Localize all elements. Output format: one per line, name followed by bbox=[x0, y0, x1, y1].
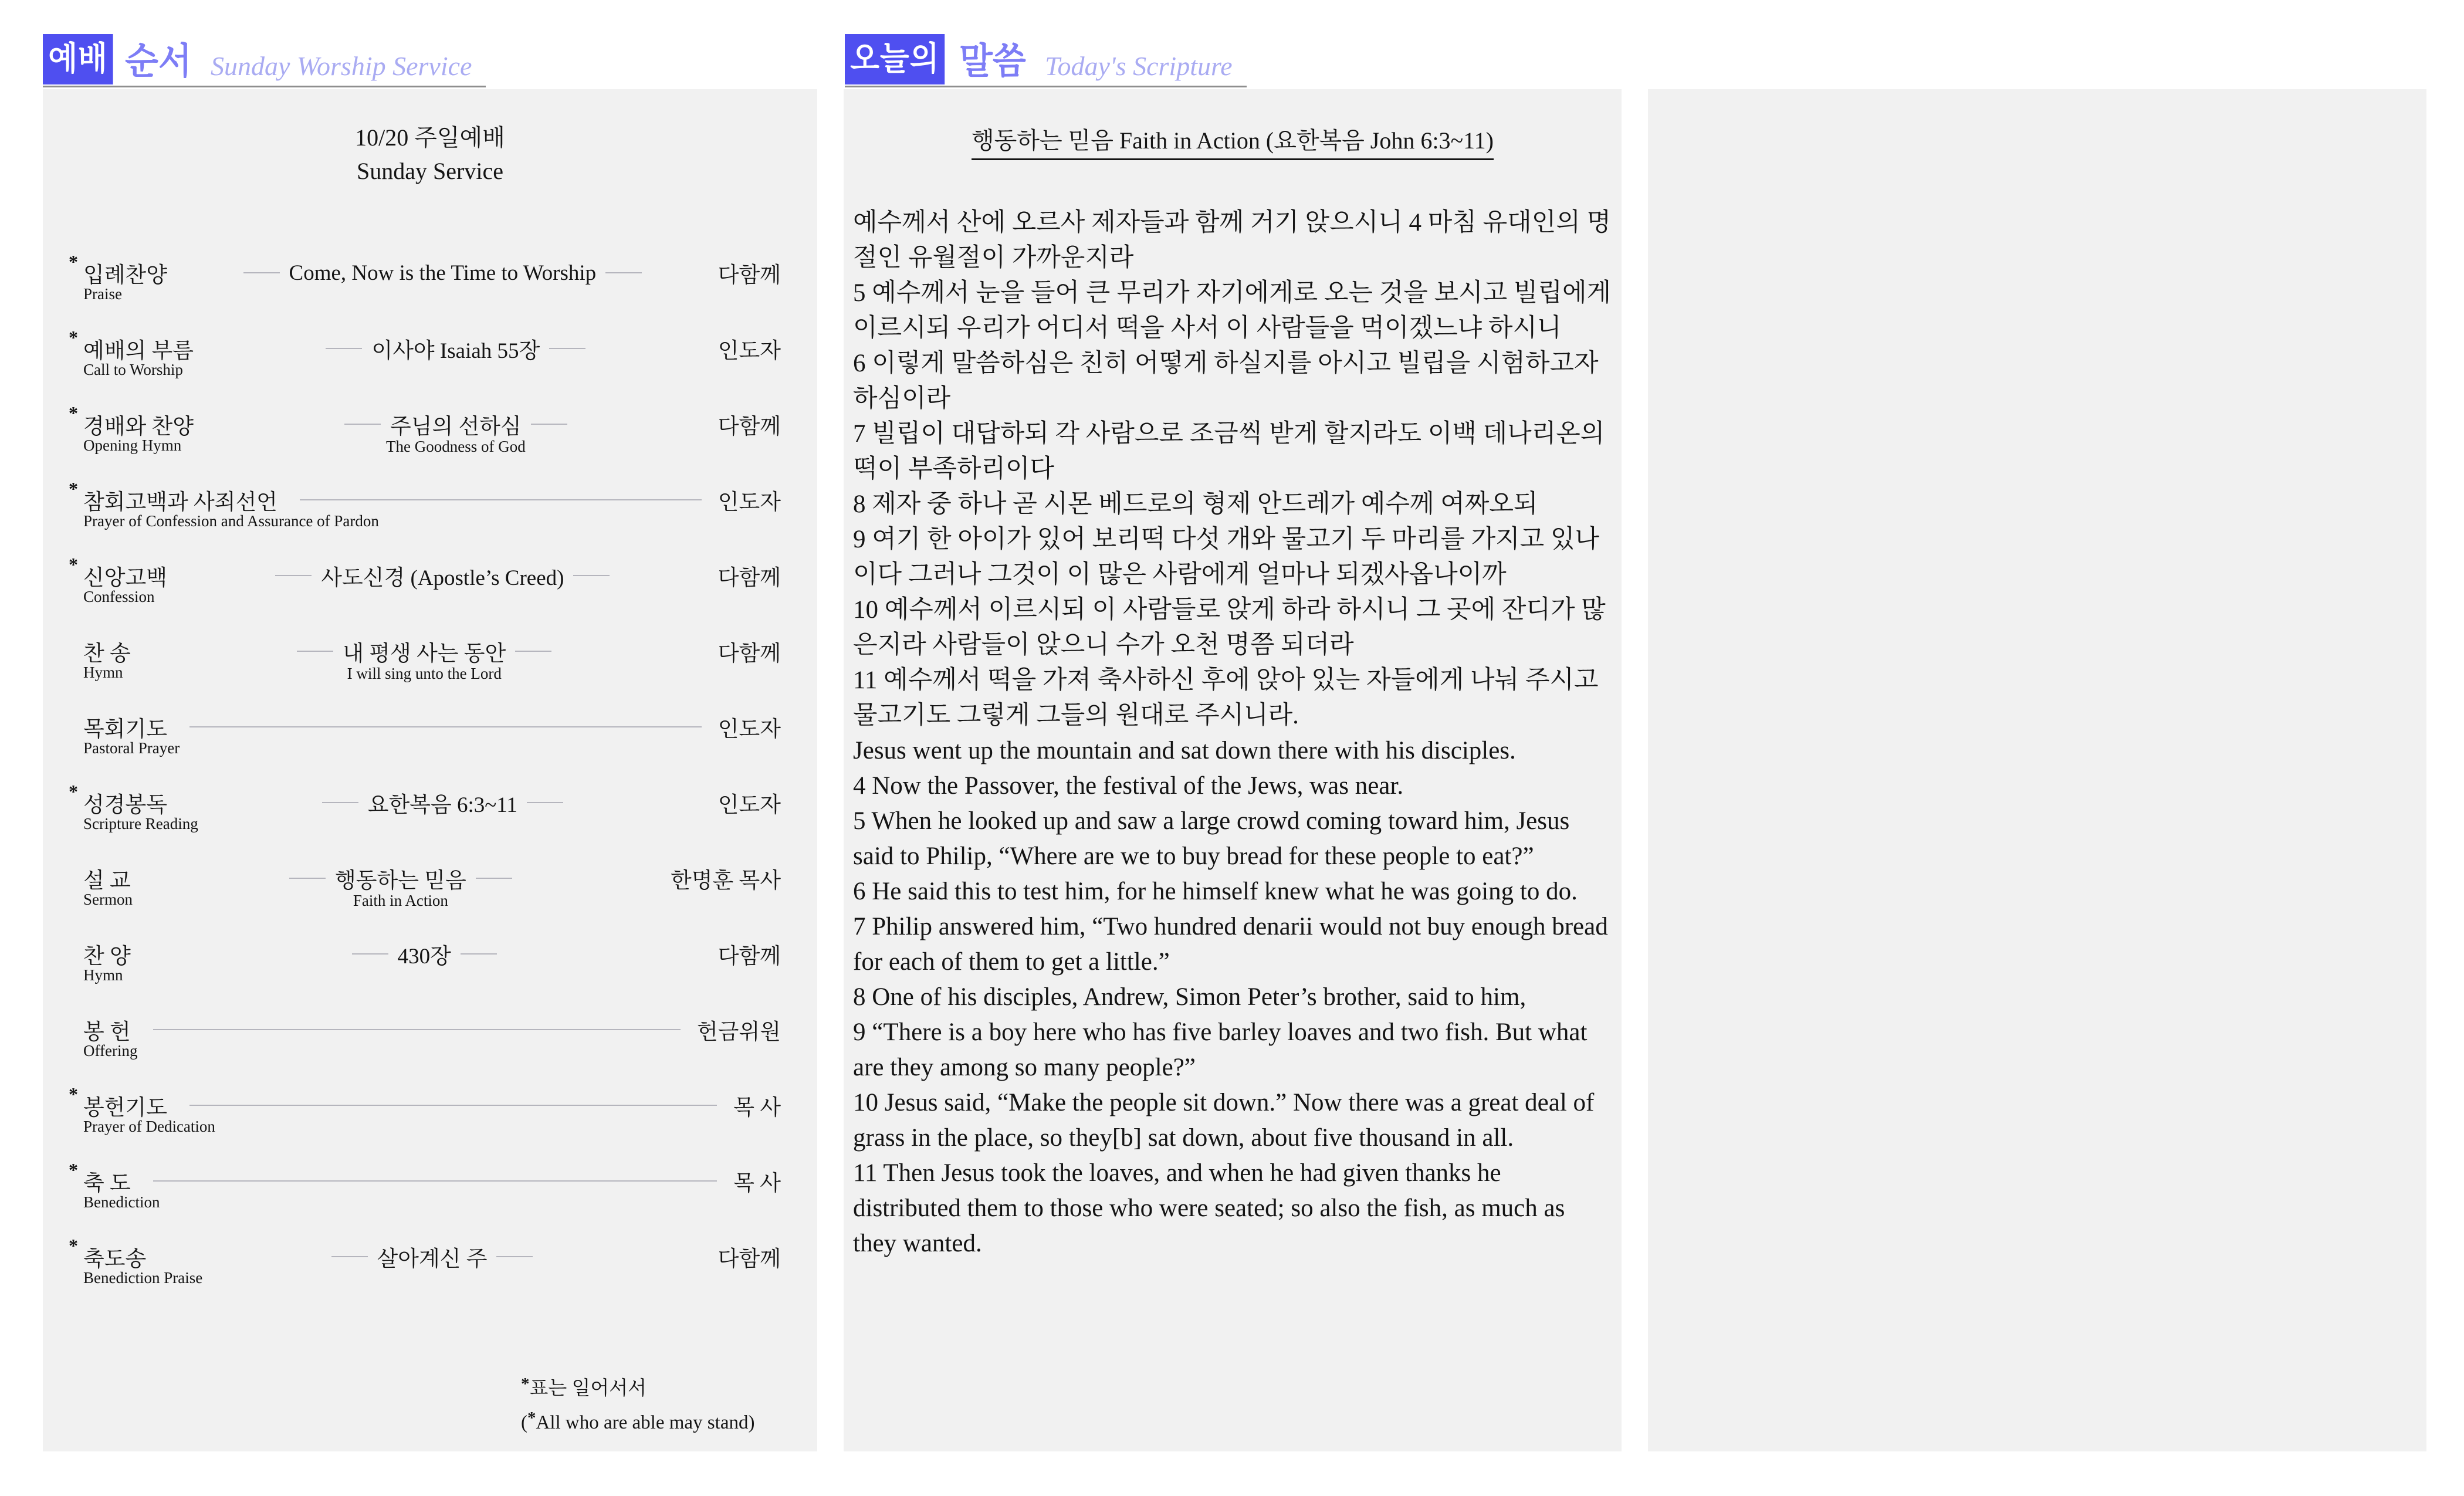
order-of-service-panel bbox=[43, 89, 817, 1451]
service-item-content-sub: The Goodness of God bbox=[386, 438, 526, 455]
connector-dash bbox=[344, 424, 381, 425]
service-item-content-main: Come, Now is the Time to Worship bbox=[289, 260, 597, 285]
service-item-label-english: Benediction Praise bbox=[83, 1269, 203, 1287]
standing-footnote bbox=[521, 1369, 754, 1437]
service-item-label bbox=[67, 1235, 203, 1287]
english-verse: 9 “There is a boy here who has five barley loaves and two fish. But what are they among so many people?” bbox=[853, 1018, 1588, 1081]
service-item-label bbox=[67, 251, 167, 303]
asterisk-mark: * bbox=[69, 327, 78, 348]
english-verses bbox=[853, 733, 1615, 1261]
service-item-label-korean: 목회기도 bbox=[83, 717, 167, 742]
connector-dash bbox=[605, 272, 642, 273]
service-item-content bbox=[131, 864, 671, 909]
service-item-label-korean: 신앙고백 bbox=[83, 566, 167, 590]
connector-dash bbox=[243, 272, 280, 273]
korean-verse: 10 예수께서 이르시되 이 사람들로 앉게 하라 하시니 그 곳에 잔디가 많은지라 사람들이 앉으니 수가 오천 명쯤 되더라 bbox=[853, 596, 1606, 659]
service-row bbox=[67, 402, 781, 455]
asterisk-mark: * bbox=[521, 1375, 530, 1393]
service-item-leader: 헌금위원 bbox=[697, 1020, 781, 1044]
service-item-label-english: Call to Worship bbox=[83, 361, 183, 378]
service-item-content bbox=[194, 409, 718, 455]
service-item-label bbox=[67, 862, 133, 908]
service-item-label-english: Pastoral Prayer bbox=[83, 739, 180, 757]
korean-verse: 8 제자 중 하나 곧 시몬 베드로의 형제 안드레가 예수께 여짜오되 bbox=[853, 490, 1538, 518]
service-item-label-english: Offering bbox=[83, 1042, 138, 1060]
service-row bbox=[67, 478, 781, 530]
service-item-leader: 목 사 bbox=[733, 1096, 781, 1120]
service-item-label bbox=[67, 1084, 215, 1135]
leader-line bbox=[153, 1029, 681, 1030]
connector-dash bbox=[527, 802, 563, 803]
service-item-leader: 인도자 bbox=[717, 490, 781, 515]
leader-line bbox=[189, 1105, 717, 1106]
service-item-content-main: 사도신경 (Apostle’s Creed) bbox=[321, 566, 564, 590]
service-row bbox=[67, 1084, 781, 1135]
scripture-body bbox=[853, 205, 1615, 1261]
service-item-label-korean: 축도송 bbox=[83, 1247, 147, 1271]
asterisk-mark: * bbox=[69, 478, 78, 499]
worship-order-word: 순서 bbox=[125, 41, 192, 82]
service-item-label-korean: 봉 헌 bbox=[83, 1020, 131, 1044]
korean-verse: 예수께서 산에 오르사 제자들과 함께 거기 앉으시니 4 마침 유대인의 명절인 유월절이 가까운지라 bbox=[853, 209, 1612, 272]
service-item-leader: 다함께 bbox=[717, 415, 781, 439]
service-item-content-main: 살아계신 주 bbox=[377, 1247, 488, 1271]
service-row bbox=[67, 554, 781, 605]
service-item-label-english: Praise bbox=[83, 285, 122, 303]
service-item-label-korean: 설 교 bbox=[83, 869, 131, 893]
service-item-label-english: Prayer of Dedication bbox=[83, 1118, 215, 1135]
service-item-content-sub: I will sing unto the Lord bbox=[347, 665, 502, 682]
service-item-content bbox=[194, 334, 718, 363]
service-item-content bbox=[146, 1242, 718, 1271]
english-verse: Jesus went up the mountain and sat down there with his disciples. bbox=[853, 737, 1516, 764]
leader-line bbox=[189, 726, 702, 727]
connector-dash bbox=[322, 802, 358, 803]
service-item-content-main: 내 평생 사는 동안 bbox=[343, 642, 506, 666]
leader-line bbox=[300, 499, 702, 500]
service-item-leader: 인도자 bbox=[717, 339, 781, 363]
service-item-content bbox=[131, 637, 718, 682]
service-item-label-korean: 봉헌기도 bbox=[83, 1096, 167, 1120]
english-verse: 6 He said this to test him, for he himself knew what he was going to do. bbox=[853, 878, 1578, 905]
service-item-leader: 다함께 bbox=[717, 566, 781, 590]
service-item-leader: 다함께 bbox=[717, 642, 781, 666]
service-date-title: 10/20 주일예배 bbox=[355, 124, 505, 151]
service-item-label-korean: 예배의 부름 bbox=[83, 339, 194, 363]
service-title-block bbox=[43, 89, 817, 188]
english-verse: 11 Then Jesus took the loaves, and when he had given thanks he distributed them to those who were seated; so also the fish, as much as they wanted. bbox=[853, 1159, 1565, 1257]
service-item-content-main: 행동하는 믿음 bbox=[335, 869, 466, 893]
service-item-label bbox=[67, 635, 131, 681]
todays-scripture-subtitle: Today's Scripture bbox=[1045, 51, 1233, 81]
service-item-label bbox=[67, 711, 180, 757]
asterisk-mark: * bbox=[69, 1159, 78, 1180]
service-item-content-main: 430장 bbox=[397, 945, 451, 969]
leader-line bbox=[153, 1180, 717, 1182]
service-item-label-korean: 참회고백과 사죄선언 bbox=[83, 490, 277, 515]
service-item-label bbox=[67, 1014, 138, 1060]
korean-verse: 11 예수께서 떡을 가져 축사하신 후에 앉아 있는 자들에게 나눠 주시고 물고기도 그렇게 그들의 원대로 주시니라. bbox=[853, 666, 1599, 729]
service-item-content-main: 요한복음 6:3~11 bbox=[367, 793, 517, 817]
service-row bbox=[67, 712, 781, 757]
service-item-label-korean: 경배와 찬양 bbox=[83, 415, 194, 439]
connector-dash bbox=[331, 1256, 368, 1257]
english-verse: 8 One of his disciples, Andrew, Simon Peter’s brother, said to him, bbox=[853, 983, 1527, 1011]
asterisk-mark: * bbox=[69, 402, 78, 424]
worship-order-subtitle: Sunday Worship Service bbox=[211, 51, 472, 81]
connector-dash bbox=[461, 953, 497, 955]
connector-dash bbox=[531, 424, 567, 425]
worship-order-badge: 예배 bbox=[43, 34, 113, 84]
korean-verse: 9 여기 한 아이가 있어 보리떡 다섯 개와 물고기 두 마리를 가지고 있나이다 그러나 그것이 이 많은 사람에게 얼마나 되겠사옵나이까 bbox=[853, 526, 1600, 588]
english-verse: 10 Jesus said, “Make the people sit down.” Now there was a great deal of grass in the place, so they[b] sat down, about five thousand in all. bbox=[853, 1089, 1595, 1152]
service-name-title: Sunday Service bbox=[357, 158, 503, 184]
worship-order-header bbox=[43, 34, 486, 87]
connector-dash bbox=[476, 878, 512, 879]
connector-dash bbox=[352, 953, 388, 955]
service-item-label-korean: 찬 양 bbox=[83, 945, 131, 969]
service-row bbox=[67, 781, 781, 832]
asterisk-mark: * bbox=[69, 1235, 78, 1256]
service-item-leader: 인도자 bbox=[717, 793, 781, 817]
service-item-label-korean: 입례찬양 bbox=[83, 263, 167, 287]
service-row bbox=[67, 939, 781, 984]
korean-verse: 5 예수께서 눈을 들어 큰 무리가 자기에게로 오는 것을 보시고 빌립에게 이르시되 우리가 어디서 떡을 사서 이 사람들을 먹이겠느냐 하시니 bbox=[853, 279, 1612, 342]
service-item-content bbox=[167, 788, 718, 817]
standing-footnote-korean: *표는 일어서서 bbox=[521, 1375, 647, 1399]
standing-footnote-english: (*All who are able may stand) bbox=[521, 1409, 755, 1433]
service-item-label-english: Hymn bbox=[83, 664, 123, 681]
todays-scripture-word: 말씀 bbox=[959, 41, 1027, 82]
service-row bbox=[67, 1235, 781, 1287]
todays-scripture-badge: 오늘의 bbox=[845, 34, 945, 84]
service-item-content bbox=[167, 561, 718, 590]
connector-dash bbox=[549, 348, 585, 349]
service-item-leader: 한명훈 목사 bbox=[671, 869, 781, 893]
service-item-label bbox=[67, 478, 379, 530]
service-item-label-korean: 성경봉독 bbox=[83, 793, 167, 817]
service-item-leader: 인도자 bbox=[717, 717, 781, 742]
connector-dash bbox=[496, 1256, 533, 1257]
todays-scripture-header bbox=[845, 34, 1247, 87]
connector-dash bbox=[515, 651, 551, 652]
service-item-label-english: Hymn bbox=[83, 966, 123, 984]
english-verse: 7 Philip answered him, “Two hundred denarii would not buy enough bread for each of them to get a little.” bbox=[853, 913, 1608, 976]
service-item-leader: 목 사 bbox=[733, 1172, 781, 1196]
service-item-label-english: Scripture Reading bbox=[83, 815, 198, 832]
service-item-leader: 다함께 bbox=[717, 263, 781, 287]
scripture-title bbox=[844, 89, 1622, 155]
service-item-content bbox=[167, 258, 718, 287]
service-item-label-english: Confession bbox=[83, 588, 155, 605]
empty-panel bbox=[1648, 89, 2426, 1451]
scripture-title-text: 행동하는 믿음 Faith in Action (요한복음 John 6:3~11) bbox=[972, 127, 1494, 160]
service-item-label bbox=[67, 327, 194, 378]
korean-verses bbox=[853, 205, 1615, 733]
service-item-label bbox=[67, 1159, 160, 1211]
service-item-label-korean: 축 도 bbox=[83, 1172, 131, 1196]
service-item-label bbox=[67, 402, 194, 454]
service-item-content-main: 주님의 선하심 bbox=[390, 415, 522, 439]
english-verse: 4 Now the Passover, the festival of the Jews, was near. bbox=[853, 772, 1404, 800]
service-item-leader: 다함께 bbox=[717, 945, 781, 969]
service-item-content-main: 이사야 Isaiah 55장 bbox=[371, 339, 540, 363]
service-item-label bbox=[67, 554, 167, 605]
service-item-label-korean: 찬 송 bbox=[83, 642, 131, 666]
service-item-leader: 다함께 bbox=[717, 1247, 781, 1271]
service-item-label-english: Prayer of Confession and Assurance of Pardon bbox=[83, 512, 379, 530]
service-item-content-sub: Faith in Action bbox=[353, 892, 448, 909]
asterisk-mark: * bbox=[69, 781, 78, 802]
service-item-label-english: Sermon bbox=[83, 891, 133, 908]
service-item-label bbox=[67, 938, 131, 984]
connector-dash bbox=[275, 575, 312, 576]
service-item-label-english: Benediction bbox=[83, 1193, 160, 1211]
korean-verse: 6 이렇게 말씀하심은 친히 어떻게 하실지를 아시고 빌립을 시험하고자 하심이라 bbox=[853, 350, 1599, 412]
service-rows bbox=[67, 251, 781, 1318]
service-row bbox=[67, 637, 781, 682]
korean-verse: 7 빌립이 대답하되 각 사람으로 조금씩 받게 할지라도 이백 데나리온의 떡이 부족하리이다 bbox=[853, 420, 1605, 483]
service-row bbox=[67, 1159, 781, 1211]
asterisk-mark: * bbox=[527, 1409, 536, 1427]
service-item-content bbox=[131, 939, 718, 969]
connector-dash bbox=[326, 348, 362, 349]
connector-dash bbox=[289, 878, 326, 879]
service-item-label bbox=[67, 781, 198, 832]
service-item-label-english: Opening Hymn bbox=[83, 436, 182, 454]
service-row bbox=[67, 251, 781, 303]
asterisk-mark: * bbox=[69, 251, 78, 272]
english-verse: 5 When he looked up and saw a large crowd coming toward him, Jesus said to Philip, “Where are we to buy bread for these people to eat?” bbox=[853, 807, 1570, 870]
asterisk-mark: * bbox=[69, 554, 78, 575]
asterisk-mark: * bbox=[69, 1084, 78, 1105]
connector-dash bbox=[573, 575, 610, 576]
scripture-panel bbox=[844, 89, 1622, 1451]
connector-dash bbox=[297, 651, 333, 652]
service-row bbox=[67, 864, 781, 909]
service-row bbox=[67, 327, 781, 378]
service-row bbox=[67, 1015, 781, 1060]
